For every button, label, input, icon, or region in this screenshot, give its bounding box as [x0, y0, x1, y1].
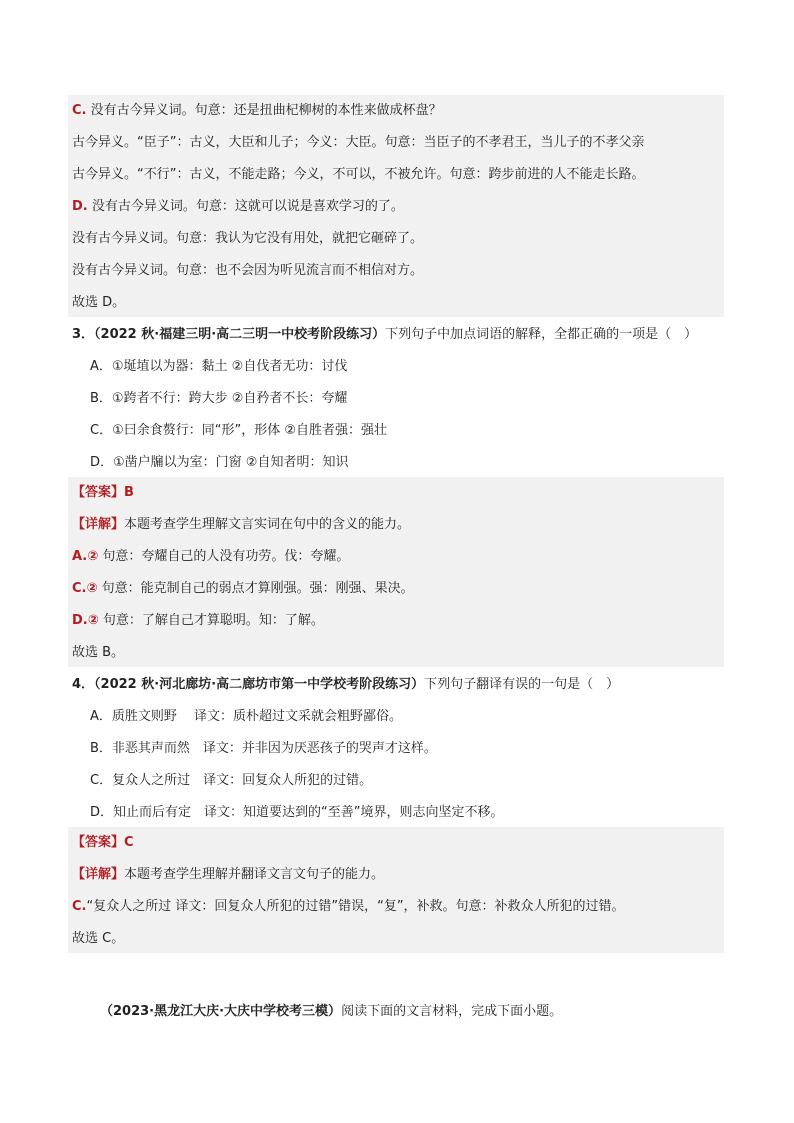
question-4-stem: 4．（2022 秋·河北廊坊·高二廊坊市第一中学校考阶段练习）下列句子翻译有误的一句是（ ） — [72, 677, 620, 692]
conclusion-line: 故选 B。 — [72, 645, 125, 660]
question-3-option-c: C．①曰余食赘行：同“形”，形体 ②自胜者强：强壮 — [90, 423, 387, 438]
answer-line: 【答案】B — [72, 485, 134, 500]
question-3-option-a: A．①埏埴以为器：黏土 ②自伐者无功：讨伐 — [90, 359, 348, 374]
explanation-line: C. 没有古今异义词。句意：还是扭曲杞柳树的本性来做成杯盘？ — [72, 103, 442, 118]
explanation-line: D.② 句意：了解自己才算聪明。知：了解。 — [72, 613, 324, 628]
conclusion-line: 故选 D。 — [72, 295, 126, 310]
question-4-option-c: C．复众人之所过 译文：回复众人所犯的过错。 — [90, 773, 373, 788]
question-4-option-a: A．质胜文则野 译文：质朴超过文采就会粗野鄙俗。 — [90, 709, 403, 724]
explanation-line: 没有古今异义词。句意：也不会因为听见流言而不相信对方。 — [72, 263, 424, 278]
explanation-line: 没有古今异义词。句意：我认为它没有用处，就把它砸碎了。 — [72, 231, 424, 246]
explanation-line: 古今异义。“不行”：古义，不能走路；今义，不可以，不被允许。句意：跨步前进的人不能走长路。 — [72, 167, 645, 182]
answer-line: 【答案】C — [72, 835, 134, 850]
detail-line: 【详解】本题考查学生理解文言实词在句中的含义的能力。 — [72, 517, 411, 532]
question-source: （2022 秋·福建三明·高二三明一中校考阶段练习） — [94, 327, 386, 342]
explanation-line: A.② 句意：夸耀自己的人没有功劳。伐：夸耀。 — [72, 549, 350, 564]
question-3-stem: 3．（2022 秋·福建三明·高二三明一中校考阶段练习）下列句子中加点词语的解释，全都正确的一项是（ ） — [72, 327, 698, 342]
question-source: （2023·黑龙江大庆·大庆中学校考三模） — [100, 1004, 342, 1019]
question-source: （2022 秋·河北廊坊·高二廊坊市第一中学校考阶段练习） — [94, 677, 425, 692]
conclusion-line: 故选 C。 — [72, 931, 125, 946]
detail-line: 【详解】本题考查学生理解并翻译文言文句子的能力。 — [72, 867, 385, 882]
explanation-line: D. 没有古今异义词。句意：这就可以说是喜欢学习的了。 — [72, 199, 404, 214]
question-3-option-b: B．①跨者不行：跨大步 ②自矜者不长：夸耀 — [90, 391, 348, 406]
answer-block-shade — [68, 477, 724, 667]
question-4-option-d: D．知止而后有定 译文：知道要达到的“至善”境界，则志向坚定不移。 — [90, 805, 504, 820]
explanation-line: 古今异义。“臣子”：古义，大臣和儿子；今义：大臣。句意：当臣子的不孝君王，当儿子的不孝父亲 — [72, 135, 645, 150]
explanation-line: C.② 句意：能克制自己的弱点才算刚强。强：刚强、果决。 — [72, 581, 414, 596]
explanation-line: C.“复众人之所过 译文：回复众人所犯的过错”错误，“复”，补救。句意：补救众人所犯的过错。 — [72, 899, 625, 914]
reading-material-intro: （2023·黑龙江大庆·大庆中学校考三模）阅读下面的文言材料，完成下面小题。 — [100, 1004, 563, 1019]
answer-block-shade — [68, 827, 724, 953]
question-3-option-d: D．①凿户牖以为室：门窗 ②自知者明：知识 — [90, 455, 349, 470]
question-4-option-b: B．非恶其声而然 译文：并非因为厌恶孩子的哭声才这样。 — [90, 741, 437, 756]
